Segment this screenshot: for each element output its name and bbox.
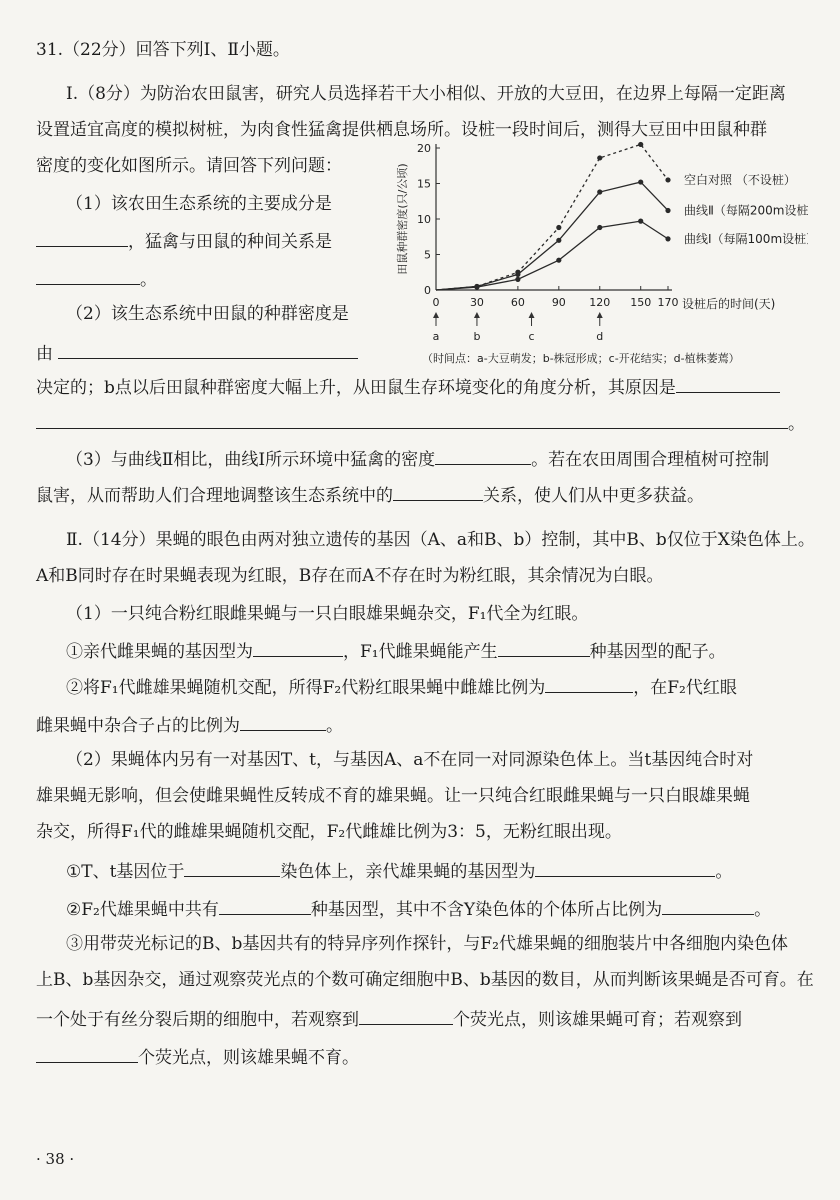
part1-intro-line3: 密度的变化如图所示。请回答下列问题：: [36, 156, 342, 176]
p2-s1-q2: ②将F₁代雌雄果蝇随机交配，所得F₂代粉红眼果蝇中雌雄比例为 ，在F₂代红眼: [66, 674, 804, 700]
answer-blank[interactable]: [36, 410, 788, 429]
y-tick-label: 10: [417, 213, 431, 226]
chart-svg: [388, 140, 808, 365]
answer-blank[interactable]: [36, 266, 140, 285]
series-line-0: [436, 144, 668, 290]
answer-blank[interactable]: [676, 374, 780, 393]
chart-caption: （时间点：a-大豆萌发；b-株冠形成；c-开花结实；d-植株萎蔫）: [422, 352, 740, 365]
p2-s2-q3-line4: 个荧光点，则该雄果蝇不育。: [36, 1044, 804, 1070]
data-point: [556, 238, 561, 243]
data-point: [556, 225, 561, 230]
answer-blank[interactable]: [36, 1044, 138, 1063]
p2-s1-q1: ①亲代雌果蝇的基因型为 ，F₁代雌果蝇能产生 种基因型的配子。: [66, 638, 804, 664]
time-point-label: d: [596, 330, 604, 343]
data-point: [515, 277, 520, 282]
p2-s2-line1: （2）果蝇体内另有一对基因T、t，与基因A、a不在同一对同源染色体上。当t基因纯合时对: [66, 750, 754, 770]
x-tick-label: 0: [432, 296, 440, 309]
answer-blank[interactable]: [662, 896, 754, 915]
answer-blank[interactable]: [36, 228, 128, 247]
series-line-1: [436, 182, 668, 290]
y-tick-label: 20: [417, 142, 431, 155]
question-header: 31.（22分）回答下列Ⅰ、Ⅱ小题。: [36, 40, 290, 60]
data-point: [556, 258, 561, 263]
q2-text: （2）该生态系统中田鼠的种群密度是: [66, 304, 349, 324]
chart-labels: [422, 172, 808, 365]
y-axis-label: 田鼠种群密度(只/公顷): [396, 163, 409, 275]
x-axis-label: 设桩后的时间(天): [682, 297, 776, 311]
series-label: 空白对照 （不设桩）: [684, 172, 796, 187]
answer-blank[interactable]: [435, 446, 531, 465]
page-number: · 38 ·: [36, 1150, 75, 1168]
time-arrow-head: [597, 312, 603, 318]
data-point: [665, 177, 670, 182]
answer-blank[interactable]: [240, 712, 326, 731]
p2-s2-q3-line2: 上B、b基因杂交，通过观察荧光点的个数可确定细胞中B、b基因的数目，从而判断该果蝇是否可育。在: [36, 970, 814, 990]
p2-s2-line3: 杂交，所得F₁代的雌雄果蝇随机交配，F₂代雌雄比例为3：5，无粉红眼出现。: [36, 822, 622, 842]
answer-blank[interactable]: [219, 896, 311, 915]
data-point: [638, 219, 643, 224]
q2-line4: 。: [36, 410, 804, 436]
series-line-2: [436, 221, 668, 290]
q3-line2: 鼠害，从而帮助人们合理地调整该生态系统中的 关系，使人们从中更多获益。: [36, 482, 804, 508]
q1-line3: 。: [36, 266, 804, 292]
time-arrow-head: [474, 312, 480, 318]
time-point-label: c: [528, 330, 535, 343]
part1-intro-line1: Ⅰ.（8分）为防治农田鼠害，研究人员选择若干大小相似、开放的大豆田，在边界上每隔一定距离: [66, 84, 786, 104]
answer-blank[interactable]: [393, 482, 483, 501]
data-point: [665, 208, 670, 213]
x-tick-label: 30: [469, 296, 484, 309]
p2-s2-q3-line1: ③用带荧光标记的B、b基因共有的特异序列作探针，与F₂代雄果蝇的细胞装片中各细胞内染色体: [66, 934, 788, 954]
answer-blank[interactable]: [253, 638, 343, 657]
x-tick-label: 60: [510, 296, 525, 309]
y-tick-label: 0: [424, 284, 431, 297]
data-point: [638, 142, 643, 147]
data-point: [597, 155, 602, 160]
time-arrow-head: [529, 312, 535, 318]
x-tick-label: 90: [551, 296, 566, 309]
x-tick-label: 120: [589, 296, 611, 309]
q1-text: （1）该农田生态系统的主要成分是: [66, 194, 332, 214]
time-point-label: b: [473, 330, 481, 343]
q3-line1: （3）与曲线Ⅱ相比，曲线Ⅰ所示环境中猛禽的密度 。若在农田周围合理植树可控制: [66, 446, 804, 472]
time-point-label: a: [432, 330, 440, 343]
data-point: [638, 179, 643, 184]
part1-intro-line2: 设置适宜高度的模拟树桩，为肉食性猛禽提供栖息场所。设桩一段时间后，测得大豆田中田鼠种群: [36, 120, 767, 140]
p2-s2-q1: ①T、t基因位于 染色体上，亲代雄果蝇的基因型为 。: [66, 858, 804, 884]
series-label: 曲线Ⅱ（每隔200m设桩）: [684, 203, 808, 218]
q1-line2: ，猛禽与田鼠的种间关系是: [36, 228, 804, 254]
answer-blank[interactable]: [58, 340, 358, 359]
p2-s2-q2: ②F₂代雄果蝇中共有 种基因型，其中不含Y染色体的个体所占比例为 。: [66, 896, 804, 922]
p2-s2-q3-line3: 一个处于有丝分裂后期的细胞中，若观察到 个荧光点，则该雄果蝇可育；若观察到: [36, 1006, 804, 1032]
part2-intro-line2: A和B同时存在时果蝇表现为红眼，B存在而A不存在时为粉红眼，其余情况为白眼。: [36, 566, 664, 586]
data-point: [515, 272, 520, 277]
y-tick-label: 15: [417, 177, 431, 191]
p2-s1-q2-cont: 雌果蝇中杂合子占的比例为 。: [36, 712, 804, 738]
p2-s2-line2: 雄果蝇无影响，但会使雌果蝇性反转成不育的雄果蝇。让一只纯合红眼雌果蝇与一只白眼雄果蝇: [36, 786, 750, 806]
x-tick-label: 170: [657, 296, 679, 309]
part2-intro-line1: Ⅱ.（14分）果蝇的眼色由两对独立遗传的基因（A、a和B、b）控制，其中B、b仅位于X染色体上。: [66, 530, 815, 550]
answer-blank[interactable]: [545, 674, 633, 693]
answer-blank[interactable]: [184, 858, 280, 877]
p2-s1-text: （1）一只纯合粉红眼雌果蝇与一只白眼雄果蝇杂交，F₁代全为红眼。: [66, 604, 589, 624]
data-point: [597, 225, 602, 230]
data-point: [474, 285, 479, 290]
answer-blank[interactable]: [535, 858, 715, 877]
data-point: [665, 236, 670, 241]
series-label: 曲线Ⅰ（每隔100m设桩）: [684, 231, 808, 246]
population-density-chart: [388, 140, 808, 365]
chart-axes: [395, 142, 775, 311]
x-tick-label: 150: [630, 296, 652, 309]
time-arrow-head: [433, 312, 439, 318]
q2-line2: 由: [36, 340, 804, 366]
data-point: [597, 189, 602, 194]
q2-line3: 决定的；b点以后田鼠种群密度大幅上升，从田鼠生存环境变化的角度分析，其原因是: [36, 374, 804, 400]
answer-blank[interactable]: [498, 638, 590, 657]
answer-blank[interactable]: [359, 1006, 453, 1025]
y-tick-label: 5: [424, 248, 431, 262]
chart-series: [436, 142, 671, 290]
